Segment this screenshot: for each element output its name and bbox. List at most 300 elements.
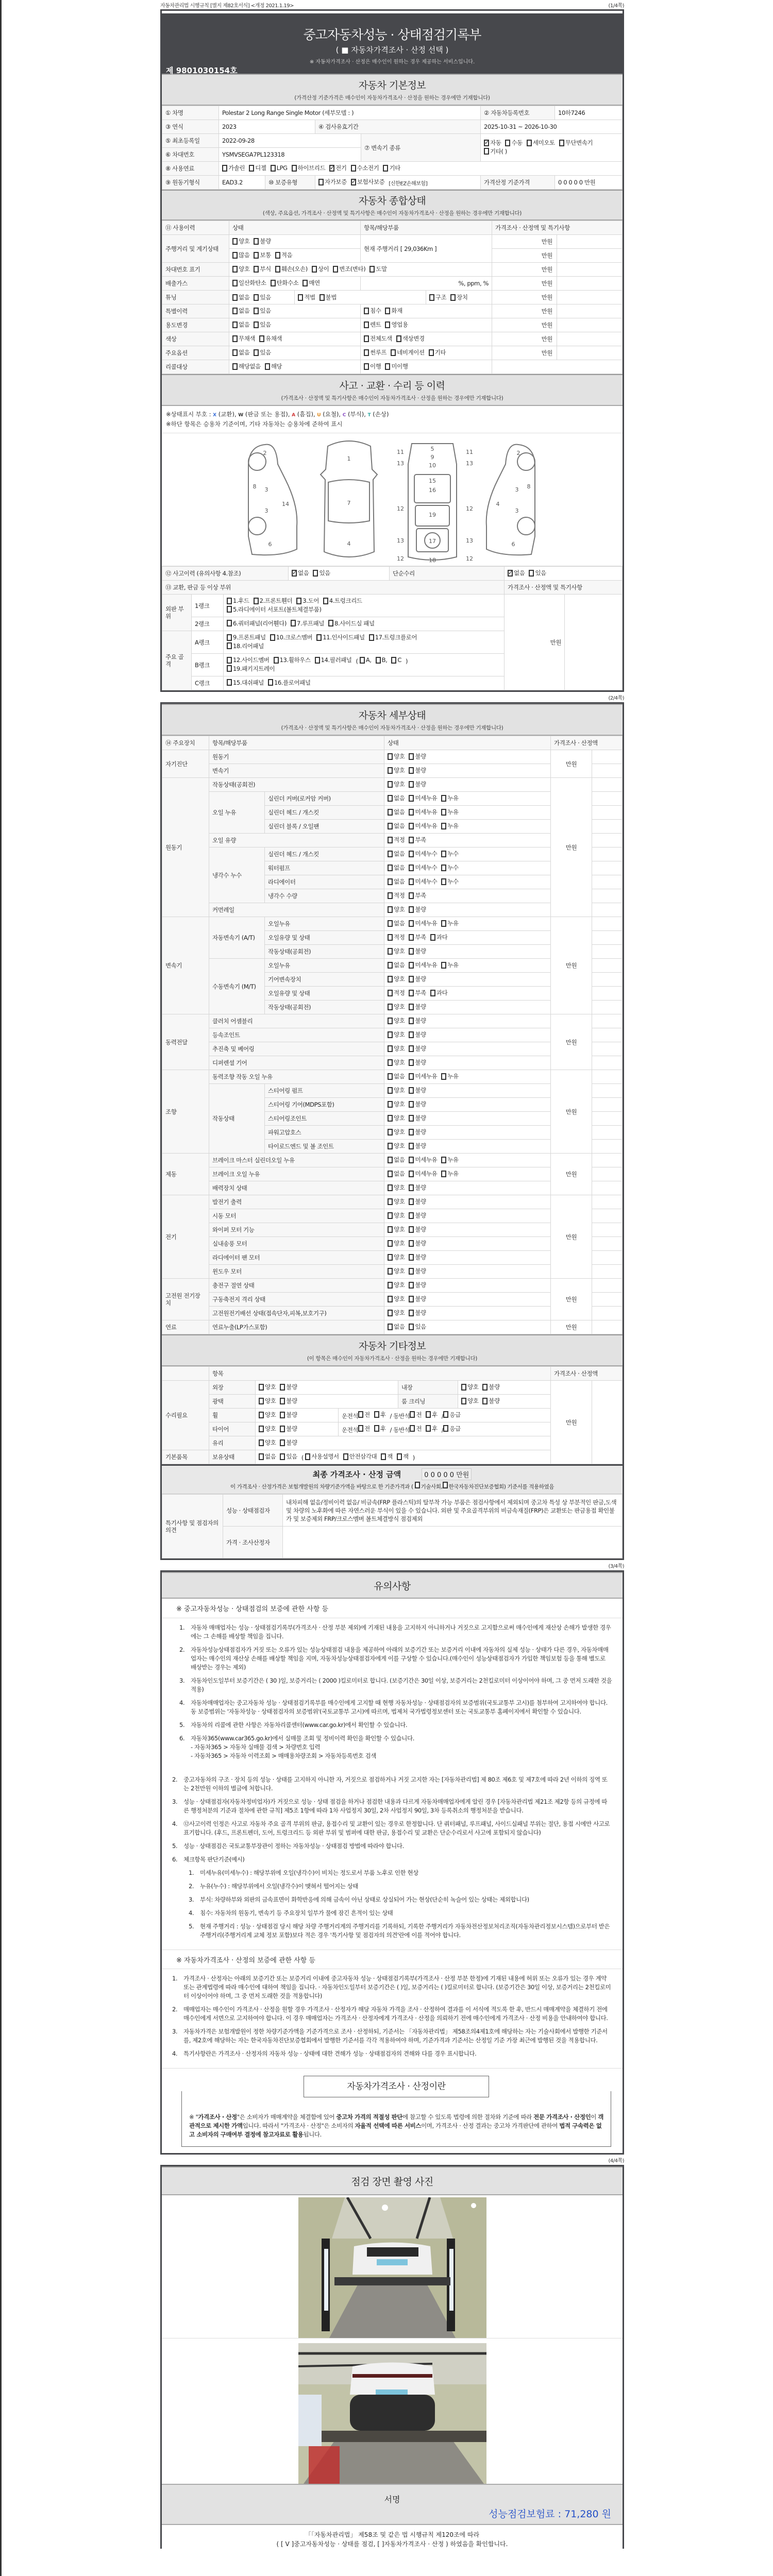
checkbox-option[interactable] bbox=[388, 1211, 405, 1219]
checkbox-option[interactable] bbox=[385, 307, 402, 315]
checkbox-option[interactable] bbox=[391, 656, 401, 664]
checkbox[interactable] bbox=[409, 1031, 414, 1038]
checkbox[interactable] bbox=[333, 266, 338, 273]
checkbox[interactable] bbox=[461, 1384, 466, 1391]
checkbox-option[interactable] bbox=[429, 348, 446, 357]
checkbox[interactable] bbox=[441, 823, 446, 829]
checkbox-option[interactable] bbox=[227, 606, 322, 613]
checkbox-option[interactable] bbox=[409, 947, 426, 955]
checkbox-option[interactable] bbox=[388, 1295, 405, 1303]
checkbox[interactable] bbox=[430, 990, 435, 996]
checkbox[interactable] bbox=[265, 363, 270, 370]
checkbox-option[interactable] bbox=[527, 139, 555, 146]
checkbox[interactable] bbox=[450, 294, 456, 301]
checkbox[interactable] bbox=[254, 294, 259, 301]
checkbox-option[interactable] bbox=[364, 320, 381, 329]
checkbox[interactable] bbox=[388, 976, 393, 982]
checkbox[interactable] bbox=[291, 620, 296, 626]
checkbox[interactable] bbox=[441, 1157, 446, 1163]
checkbox-option[interactable] bbox=[482, 1397, 499, 1405]
checkbox-option[interactable] bbox=[409, 919, 437, 927]
checkbox-option[interactable] bbox=[430, 989, 447, 997]
checkbox-option[interactable] bbox=[296, 597, 319, 604]
checkbox[interactable] bbox=[482, 1398, 488, 1404]
checkbox[interactable] bbox=[388, 1268, 393, 1275]
checkbox[interactable] bbox=[254, 252, 259, 259]
checkbox[interactable] bbox=[409, 1018, 414, 1024]
checkbox[interactable] bbox=[280, 1398, 285, 1404]
checkbox[interactable] bbox=[232, 363, 238, 370]
checkbox-option[interactable] bbox=[369, 265, 386, 273]
checkbox-option[interactable] bbox=[441, 1072, 458, 1080]
checkbox[interactable] bbox=[227, 665, 232, 672]
checkbox-checked[interactable] bbox=[484, 140, 489, 146]
checkbox[interactable] bbox=[259, 1384, 264, 1391]
checkbox-option[interactable] bbox=[409, 1281, 426, 1289]
checkbox-option[interactable] bbox=[441, 808, 458, 816]
checkbox-option[interactable] bbox=[232, 320, 249, 329]
checkbox[interactable] bbox=[388, 1198, 393, 1205]
checkbox[interactable] bbox=[232, 321, 238, 328]
checkbox-option[interactable] bbox=[441, 1156, 458, 1164]
checkbox[interactable] bbox=[527, 140, 532, 146]
checkbox-option[interactable] bbox=[227, 642, 264, 650]
checkbox-option[interactable] bbox=[351, 164, 379, 172]
checkbox-option[interactable] bbox=[388, 1225, 405, 1233]
checkbox[interactable] bbox=[271, 280, 276, 286]
checkbox-option[interactable] bbox=[529, 569, 546, 577]
checkbox-option[interactable] bbox=[409, 850, 437, 858]
checkbox[interactable] bbox=[388, 1129, 393, 1136]
checkbox[interactable] bbox=[254, 266, 259, 273]
checkbox-option[interactable] bbox=[222, 164, 245, 172]
checkbox-option[interactable] bbox=[409, 933, 426, 941]
checkbox-option[interactable] bbox=[441, 961, 458, 969]
checkbox-option[interactable] bbox=[388, 1100, 405, 1108]
checkbox[interactable] bbox=[441, 1073, 446, 1080]
checkbox-option[interactable] bbox=[227, 679, 264, 686]
checkbox[interactable] bbox=[388, 1157, 393, 1163]
checkbox[interactable] bbox=[232, 308, 238, 314]
checkbox-option[interactable] bbox=[254, 251, 271, 259]
checkbox[interactable] bbox=[484, 148, 489, 155]
checkbox[interactable] bbox=[280, 1439, 285, 1446]
checkbox[interactable] bbox=[397, 1453, 402, 1460]
checkbox[interactable] bbox=[409, 1073, 414, 1080]
checkbox-option[interactable] bbox=[409, 1309, 426, 1317]
checkbox[interactable] bbox=[409, 1282, 414, 1289]
checkbox-option[interactable] bbox=[313, 569, 330, 577]
checkbox-option[interactable] bbox=[461, 1397, 478, 1405]
checkbox-option[interactable] bbox=[388, 961, 405, 969]
checkbox-option[interactable] bbox=[232, 307, 249, 315]
checkbox[interactable] bbox=[270, 634, 275, 641]
checkbox-option[interactable] bbox=[409, 1016, 426, 1025]
checkbox-option[interactable] bbox=[441, 877, 458, 886]
checkbox-option[interactable] bbox=[441, 863, 458, 872]
checkbox-option[interactable] bbox=[409, 1030, 426, 1039]
checkbox[interactable] bbox=[441, 962, 446, 969]
checkbox-option[interactable] bbox=[409, 905, 426, 913]
checkbox[interactable] bbox=[409, 906, 414, 913]
checkbox[interactable] bbox=[292, 165, 297, 172]
checkbox-option[interactable] bbox=[409, 836, 426, 844]
checkbox-option[interactable] bbox=[409, 780, 426, 788]
checkbox[interactable] bbox=[388, 1101, 393, 1108]
checkbox[interactable] bbox=[441, 920, 446, 927]
checkbox[interactable] bbox=[388, 837, 393, 843]
checkbox-option[interactable] bbox=[426, 1411, 438, 1419]
checkbox[interactable] bbox=[388, 1254, 393, 1261]
checkbox[interactable] bbox=[410, 1411, 415, 1418]
checkbox[interactable] bbox=[388, 795, 393, 802]
checkbox[interactable] bbox=[388, 851, 393, 857]
checkbox[interactable] bbox=[249, 165, 254, 172]
checkbox-option[interactable] bbox=[232, 265, 249, 273]
checkbox-option[interactable] bbox=[409, 1142, 426, 1150]
checkbox-option[interactable] bbox=[409, 1003, 426, 1011]
checkbox[interactable] bbox=[388, 1212, 393, 1219]
checkbox[interactable] bbox=[426, 1411, 431, 1418]
checkbox[interactable] bbox=[426, 1425, 431, 1432]
checkbox[interactable] bbox=[388, 1324, 393, 1330]
checkbox-option[interactable] bbox=[254, 320, 271, 329]
checkbox[interactable] bbox=[316, 634, 322, 641]
checkbox[interactable] bbox=[315, 657, 320, 664]
checkbox[interactable] bbox=[254, 349, 259, 356]
checkbox[interactable] bbox=[409, 753, 414, 760]
checkbox[interactable] bbox=[388, 865, 393, 871]
checkbox-option[interactable] bbox=[388, 919, 405, 927]
checkbox-option[interactable] bbox=[388, 1197, 405, 1206]
checkbox-option[interactable] bbox=[388, 975, 405, 983]
checkbox[interactable] bbox=[388, 1310, 393, 1316]
checkbox[interactable] bbox=[275, 252, 280, 259]
checkbox-option[interactable] bbox=[461, 1383, 478, 1391]
checkbox[interactable] bbox=[388, 920, 393, 927]
checkbox[interactable] bbox=[409, 1004, 414, 1010]
checkbox-option[interactable] bbox=[376, 656, 388, 664]
checkbox-option[interactable] bbox=[409, 877, 437, 886]
checkbox-option[interactable] bbox=[388, 877, 405, 886]
checkbox[interactable] bbox=[409, 976, 414, 982]
checkbox[interactable] bbox=[383, 165, 388, 172]
checkbox[interactable] bbox=[391, 657, 396, 664]
checkbox[interactable] bbox=[429, 294, 434, 301]
checkbox-option[interactable] bbox=[388, 822, 405, 830]
checkbox[interactable] bbox=[254, 238, 259, 245]
checkbox[interactable] bbox=[280, 1384, 285, 1391]
checkbox-option[interactable] bbox=[280, 1397, 297, 1405]
checkbox[interactable] bbox=[388, 1018, 393, 1024]
checkbox[interactable] bbox=[259, 1412, 264, 1418]
checkbox[interactable] bbox=[409, 962, 414, 969]
checkbox-option[interactable] bbox=[484, 139, 501, 146]
checkbox[interactable] bbox=[409, 1240, 414, 1247]
checkbox[interactable] bbox=[529, 570, 534, 577]
checkbox[interactable] bbox=[388, 1282, 393, 1289]
checkbox-option[interactable] bbox=[227, 656, 270, 664]
checkbox[interactable] bbox=[259, 1453, 264, 1460]
checkbox[interactable] bbox=[388, 906, 393, 913]
checkbox[interactable] bbox=[443, 1411, 448, 1418]
checkbox-option[interactable] bbox=[298, 293, 315, 301]
checkbox-option[interactable] bbox=[323, 597, 362, 604]
checkbox-option[interactable] bbox=[249, 164, 266, 172]
checkbox[interactable] bbox=[388, 1059, 393, 1066]
checkbox[interactable] bbox=[409, 1296, 414, 1302]
checkbox[interactable] bbox=[305, 1453, 310, 1460]
checkbox-option[interactable] bbox=[254, 597, 293, 604]
checkbox-option[interactable] bbox=[441, 919, 458, 927]
checkbox[interactable] bbox=[381, 1453, 386, 1460]
checkbox-option[interactable] bbox=[388, 891, 405, 900]
checkbox-option[interactable] bbox=[259, 334, 282, 343]
checkbox-option[interactable] bbox=[358, 1411, 370, 1419]
checkbox[interactable] bbox=[409, 1115, 414, 1122]
checkbox-option[interactable] bbox=[364, 348, 386, 357]
checkbox[interactable] bbox=[409, 1254, 414, 1261]
checkbox[interactable] bbox=[409, 1101, 414, 1108]
checkbox-option[interactable] bbox=[388, 1170, 405, 1178]
checkbox[interactable] bbox=[388, 1045, 393, 1052]
checkbox[interactable] bbox=[409, 1157, 414, 1163]
checkbox-option[interactable] bbox=[259, 1397, 276, 1405]
checkbox[interactable] bbox=[415, 1482, 420, 1488]
checkbox-option[interactable] bbox=[271, 279, 299, 287]
checkbox[interactable] bbox=[254, 598, 259, 604]
checkbox-option[interactable] bbox=[388, 1267, 405, 1275]
checkbox-option[interactable] bbox=[388, 1239, 405, 1247]
checkbox[interactable] bbox=[385, 363, 390, 370]
checkbox-option[interactable] bbox=[374, 1425, 386, 1433]
checkbox-option[interactable] bbox=[227, 620, 287, 627]
checkbox-option[interactable] bbox=[275, 251, 292, 259]
checkbox[interactable] bbox=[441, 851, 446, 857]
checkbox-option[interactable] bbox=[443, 1411, 460, 1419]
checkbox[interactable] bbox=[409, 1184, 414, 1191]
checkbox-option[interactable] bbox=[388, 1030, 405, 1039]
checkbox-option[interactable] bbox=[409, 1225, 426, 1233]
checkbox-option[interactable] bbox=[388, 947, 405, 955]
checkbox-option[interactable] bbox=[291, 620, 324, 627]
checkbox-option[interactable] bbox=[280, 1383, 297, 1391]
checkbox[interactable] bbox=[360, 657, 365, 664]
checkbox[interactable] bbox=[388, 878, 393, 885]
checkbox-option[interactable] bbox=[374, 1411, 386, 1419]
checkbox-option[interactable] bbox=[409, 891, 426, 900]
checkbox-option[interactable] bbox=[360, 656, 372, 664]
checkbox-option[interactable] bbox=[409, 1100, 426, 1108]
checkbox-option[interactable] bbox=[391, 348, 425, 357]
checkbox[interactable] bbox=[227, 679, 232, 686]
checkbox[interactable] bbox=[441, 795, 446, 802]
checkbox[interactable] bbox=[388, 1184, 393, 1191]
checkbox-option[interactable] bbox=[430, 933, 447, 941]
checkbox-option[interactable] bbox=[265, 362, 282, 370]
checkbox[interactable] bbox=[364, 349, 369, 356]
checkbox[interactable] bbox=[409, 1129, 414, 1136]
checkbox-option[interactable] bbox=[388, 1086, 405, 1094]
checkbox-option[interactable] bbox=[364, 307, 381, 315]
checkbox[interactable] bbox=[222, 165, 227, 172]
checkbox-option[interactable] bbox=[333, 265, 365, 273]
checkbox-option[interactable] bbox=[409, 794, 437, 802]
checkbox-option[interactable] bbox=[383, 164, 400, 172]
checkbox-option[interactable] bbox=[254, 265, 271, 273]
checkbox[interactable] bbox=[441, 865, 446, 871]
checkbox-option[interactable] bbox=[409, 808, 437, 816]
checkbox-checked[interactable] bbox=[292, 570, 297, 577]
checkbox-option[interactable] bbox=[388, 766, 405, 774]
checkbox-option[interactable] bbox=[484, 148, 507, 155]
checkbox-option[interactable] bbox=[396, 334, 425, 343]
checkbox-option[interactable] bbox=[409, 1295, 426, 1303]
checkbox[interactable] bbox=[409, 1212, 414, 1219]
checkbox[interactable] bbox=[312, 266, 317, 273]
checkbox[interactable] bbox=[505, 140, 510, 146]
checkbox-option[interactable] bbox=[410, 1411, 422, 1419]
checkbox[interactable] bbox=[429, 349, 434, 356]
checkbox-option[interactable] bbox=[388, 1072, 405, 1080]
checkbox[interactable] bbox=[409, 851, 414, 857]
checkbox[interactable] bbox=[409, 1143, 414, 1149]
checkbox[interactable] bbox=[396, 335, 401, 342]
checkbox[interactable] bbox=[376, 657, 381, 664]
checkbox[interactable] bbox=[364, 321, 369, 328]
checkbox[interactable] bbox=[388, 753, 393, 760]
checkbox[interactable] bbox=[298, 294, 303, 301]
checkbox-option[interactable] bbox=[232, 362, 261, 370]
checkbox-option[interactable] bbox=[409, 766, 426, 774]
checkbox[interactable] bbox=[369, 266, 375, 273]
checkbox[interactable] bbox=[409, 892, 414, 899]
checkbox[interactable] bbox=[232, 238, 238, 245]
checkbox[interactable] bbox=[409, 1171, 414, 1177]
checkbox-option[interactable] bbox=[409, 989, 426, 997]
checkbox[interactable] bbox=[409, 865, 414, 871]
checkbox[interactable] bbox=[364, 363, 369, 370]
checkbox[interactable] bbox=[388, 823, 393, 829]
checkbox[interactable] bbox=[430, 934, 435, 941]
checkbox-option[interactable] bbox=[409, 1086, 426, 1094]
checkbox[interactable] bbox=[232, 280, 238, 286]
checkbox[interactable] bbox=[482, 1384, 488, 1391]
checkbox-option[interactable] bbox=[441, 1170, 458, 1178]
checkbox-option[interactable] bbox=[274, 656, 311, 664]
checkbox-option[interactable] bbox=[254, 237, 271, 245]
checkbox[interactable] bbox=[374, 1411, 379, 1418]
checkbox-option[interactable] bbox=[369, 634, 417, 641]
checkbox[interactable] bbox=[313, 570, 318, 577]
checkbox-option[interactable] bbox=[441, 850, 458, 858]
checkbox-option[interactable] bbox=[388, 1281, 405, 1289]
checkbox-option[interactable] bbox=[254, 293, 271, 301]
checkbox-option[interactable] bbox=[227, 665, 275, 672]
checkbox[interactable] bbox=[388, 1240, 393, 1247]
checkbox-option[interactable] bbox=[312, 265, 329, 273]
checkbox[interactable] bbox=[303, 280, 308, 286]
checkbox[interactable] bbox=[388, 1171, 393, 1177]
checkbox-option[interactable] bbox=[409, 752, 426, 760]
checkbox-option[interactable] bbox=[232, 251, 249, 259]
checkbox[interactable] bbox=[388, 1087, 393, 1094]
checkbox-option[interactable] bbox=[259, 1383, 276, 1391]
checkbox-option[interactable] bbox=[232, 279, 266, 287]
checkbox[interactable] bbox=[275, 266, 280, 273]
checkbox[interactable] bbox=[409, 1087, 414, 1094]
checkbox[interactable] bbox=[388, 1143, 393, 1149]
checkbox-option[interactable] bbox=[409, 1114, 426, 1122]
checkbox[interactable] bbox=[388, 892, 393, 899]
checkbox[interactable] bbox=[358, 1425, 363, 1432]
checkbox-option[interactable] bbox=[409, 1128, 426, 1136]
checkbox-option[interactable] bbox=[259, 1411, 276, 1419]
checkbox-option[interactable] bbox=[409, 1156, 437, 1164]
checkbox-option[interactable] bbox=[320, 293, 337, 301]
checkbox-option[interactable] bbox=[388, 752, 405, 760]
checkbox[interactable] bbox=[296, 598, 301, 604]
checkbox-option[interactable] bbox=[429, 293, 446, 301]
checkbox-option[interactable] bbox=[232, 334, 255, 343]
checkbox[interactable] bbox=[268, 679, 273, 686]
checkbox-option[interactable] bbox=[351, 178, 385, 186]
checkbox-option[interactable] bbox=[388, 794, 405, 802]
checkbox[interactable] bbox=[409, 781, 414, 788]
checkbox-option[interactable] bbox=[388, 850, 405, 858]
checkbox-option[interactable] bbox=[388, 1044, 405, 1053]
checkbox-option[interactable] bbox=[409, 1197, 426, 1206]
checkbox-option[interactable] bbox=[259, 1452, 276, 1461]
checkbox[interactable] bbox=[227, 634, 232, 641]
checkbox[interactable] bbox=[232, 294, 238, 301]
checkbox-option[interactable] bbox=[388, 1156, 405, 1164]
checkbox[interactable] bbox=[232, 252, 238, 259]
checkbox-option[interactable] bbox=[409, 961, 437, 969]
checkbox-option[interactable] bbox=[254, 348, 271, 357]
checkbox-option[interactable] bbox=[328, 620, 375, 627]
checkbox[interactable] bbox=[441, 878, 446, 885]
checkbox[interactable] bbox=[409, 1045, 414, 1052]
checkbox[interactable] bbox=[351, 165, 356, 172]
checkbox-option[interactable] bbox=[409, 822, 437, 830]
checkbox[interactable] bbox=[409, 767, 414, 774]
checkbox[interactable] bbox=[227, 642, 232, 649]
checkbox-option[interactable] bbox=[409, 1267, 426, 1275]
checkbox-option[interactable] bbox=[232, 293, 249, 301]
checkbox-option[interactable] bbox=[280, 1411, 297, 1419]
checkbox-option[interactable] bbox=[388, 1309, 405, 1317]
checkbox[interactable] bbox=[328, 620, 333, 626]
checkbox-option[interactable] bbox=[559, 139, 593, 146]
checkbox[interactable] bbox=[410, 1425, 415, 1432]
checkbox[interactable] bbox=[441, 809, 446, 816]
checkbox-option[interactable] bbox=[388, 1016, 405, 1025]
checkbox-option[interactable] bbox=[364, 362, 381, 370]
checkbox[interactable] bbox=[271, 165, 276, 172]
checkbox-option[interactable] bbox=[385, 320, 408, 329]
checkbox[interactable] bbox=[369, 634, 374, 641]
checkbox-option[interactable] bbox=[316, 634, 364, 641]
checkbox[interactable] bbox=[254, 308, 259, 314]
checkbox[interactable] bbox=[409, 1324, 414, 1330]
checkbox[interactable] bbox=[385, 308, 390, 314]
checkbox[interactable] bbox=[409, 823, 414, 829]
checkbox-option[interactable] bbox=[388, 989, 405, 997]
checkbox[interactable] bbox=[232, 349, 238, 356]
checkbox-option[interactable] bbox=[280, 1425, 297, 1433]
checkbox-option[interactable] bbox=[259, 1438, 276, 1447]
